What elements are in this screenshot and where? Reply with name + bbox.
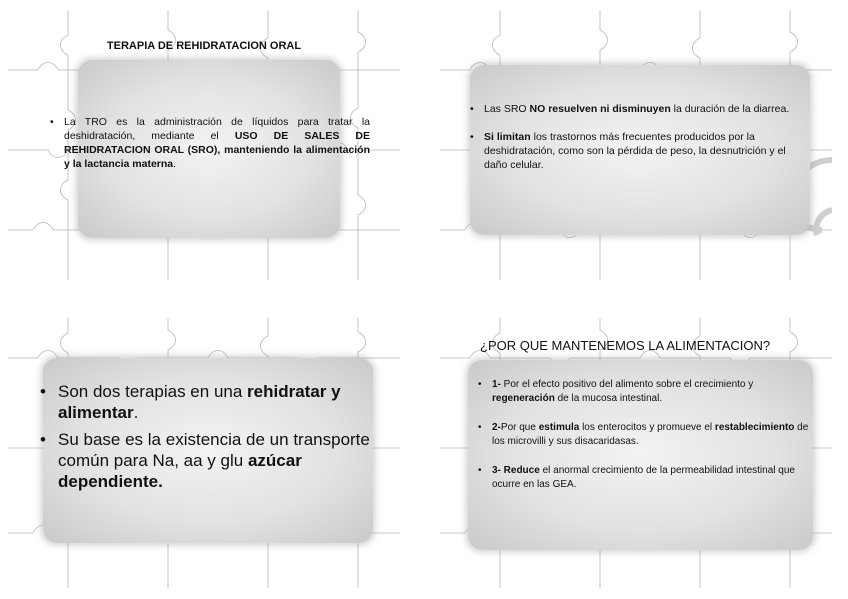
bullet-dot: • (40, 430, 46, 449)
list-item: • La TRO es la administración de líquidos para tratar la deshidratación, mediante el USO DE SALES DE REHIDRATACION ORAL (SRO), manteniendo la alimentación y la lactancia materna. (50, 116, 370, 170)
list-item: • Si limitan los trastornos más frecuentes producidos por la deshidratación, como son la pérdida de peso, la desnutrición y el daño celular. (470, 131, 786, 171)
bullet-dot: • (50, 116, 54, 128)
list-item: • Las SRO NO resuelven ni disminuyen la duración de la diarrea. (470, 103, 790, 115)
slide-1 (8, 10, 400, 280)
list-item: • 2-Por que estimula los enterocitos y promueve el restablecimiento de los microvilli y sus disacaridasas. (478, 422, 809, 447)
slide-3 (8, 318, 400, 588)
bullet-dot: • (478, 465, 482, 476)
bullet-dot: • (478, 379, 482, 390)
bullet-dot: • (470, 103, 474, 115)
bullet-list (478, 378, 818, 491)
slide-title: TERAPIA DE REHIDRATACION ORAL (106, 40, 302, 52)
bullet-dot: • (470, 131, 474, 143)
list-item: • 1- Por el efecto positivo del alimento sobre el crecimiento y regeneración de la mucosa intestinal. (478, 379, 754, 404)
list-item: • Son dos terapias en una rehidratar y alimentar. (40, 382, 341, 422)
bullet-list (470, 102, 800, 172)
list-item: • 3- Reduce el anormal crecimiento de la permeabilidad intestinal que ocurre en las GEA. (478, 465, 795, 490)
bullet-dot: • (40, 382, 46, 401)
bullet-dot: • (478, 422, 482, 433)
slide-title: ¿POR QUE MANTENEMOS LA ALIMENTACION? (480, 338, 771, 353)
slide-4 (440, 318, 832, 588)
bullet-list (50, 115, 370, 171)
slide-2 (440, 10, 832, 280)
bullet-list (40, 381, 380, 492)
list-item: • Su base es la existencia de un transporte común para Na, aa y glu azúcar dependiente. (40, 430, 370, 491)
